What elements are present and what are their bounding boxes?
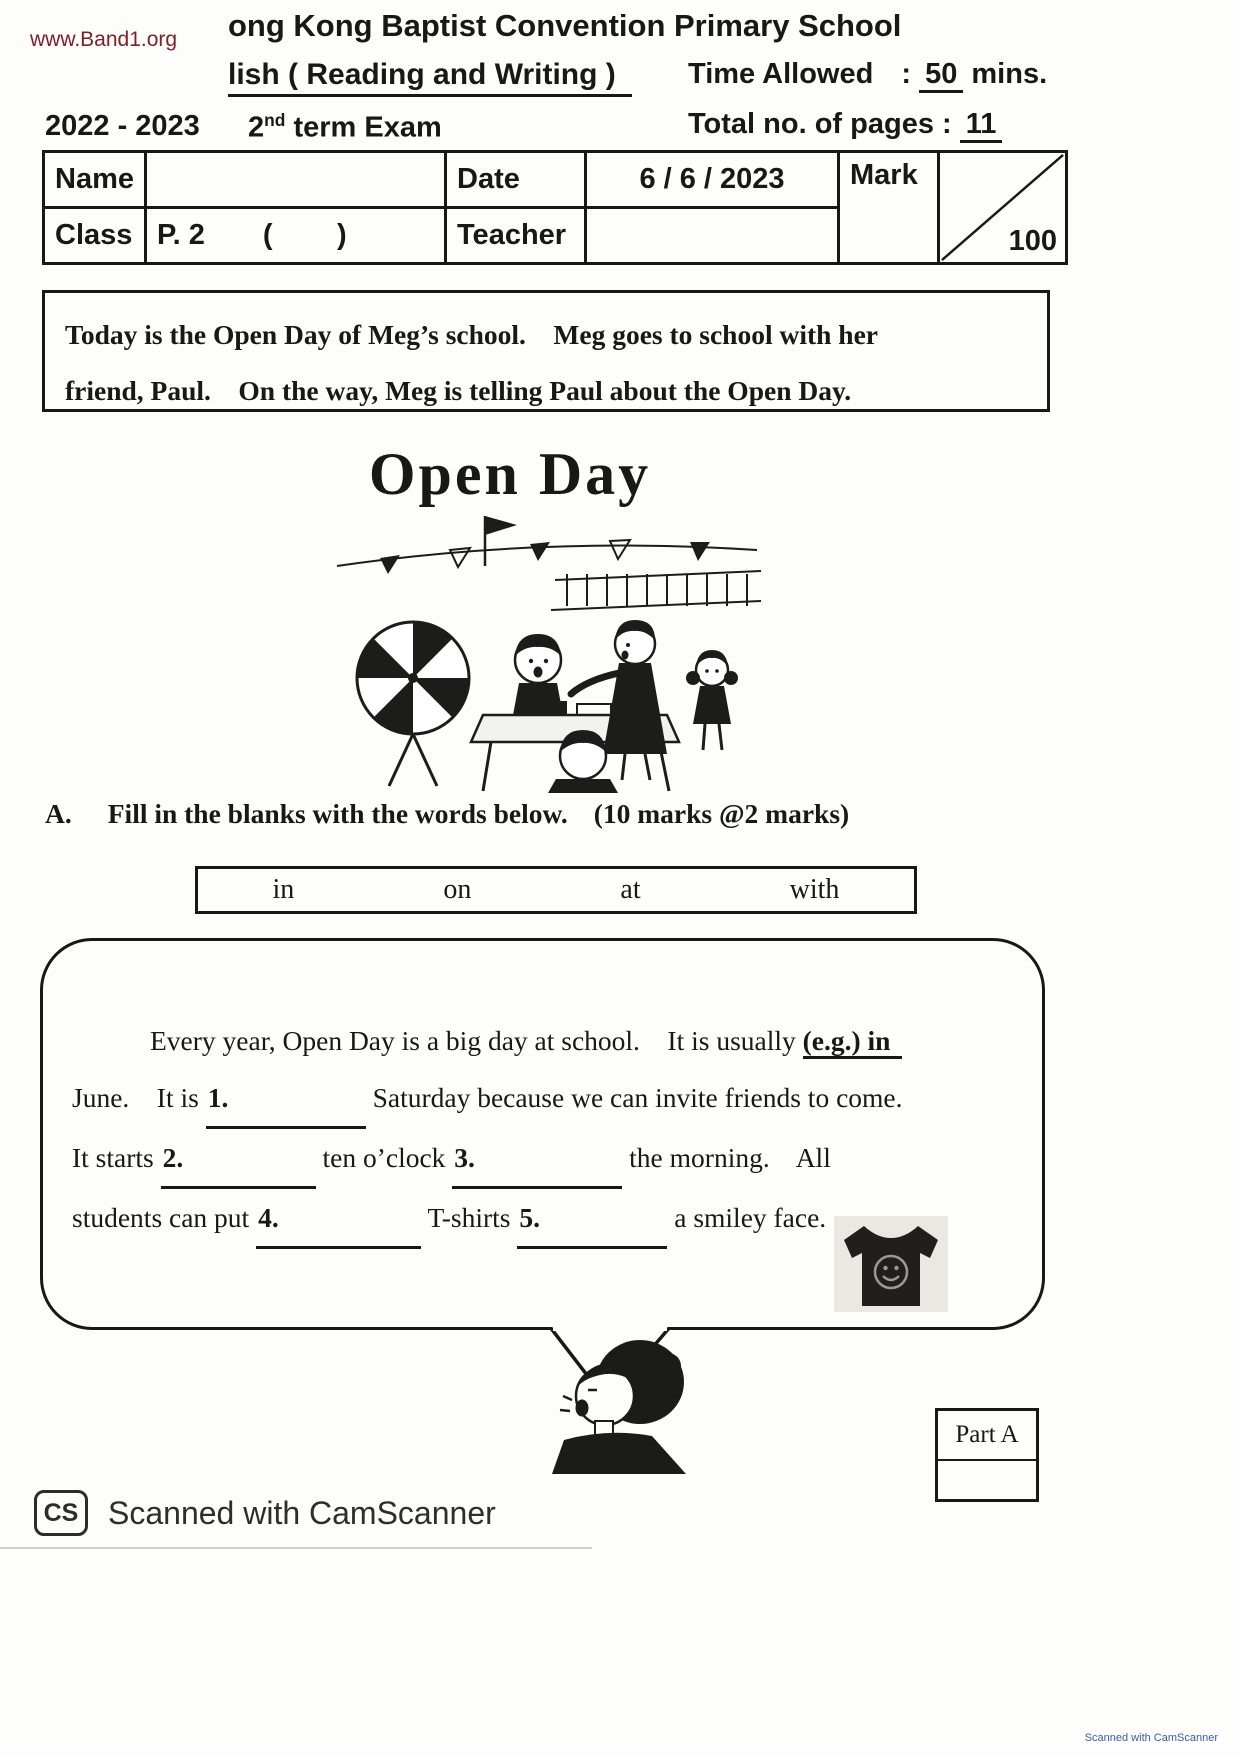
passage-line2 [72,1069,1022,1129]
time-allowed [688,58,1047,91]
camscanner-footer [34,1490,496,1536]
blank-3-number: 3. [454,1142,475,1173]
date-value: 6 / 6 / 2023 [586,152,839,208]
passage-text: Saturday because we can invite friends to come. [365,1082,903,1113]
word-bank-item: on [443,874,472,905]
blank-2-number: 2. [162,1142,184,1173]
boy-figure [513,634,563,715]
open-day-illustration [325,508,765,793]
class-label: Class [44,208,146,264]
teacher-label: Teacher [446,208,586,264]
date-label: Date [446,152,586,208]
passage-text: the morning. All [622,1142,831,1173]
word-bank-item: at [620,874,641,905]
intro-line2: friend, Paul. On the way, Meg is telling Paul about the Open Day. [65,375,852,406]
passage-text: a smiley face. [667,1202,827,1233]
time-allowed-label: Time Allowed [688,58,874,90]
blank-1-number: 1. [207,1082,229,1113]
passage-line1 [72,1012,1022,1069]
term-number: 2 [248,111,265,144]
section-a-marks: (10 marks @2 marks) [593,798,850,829]
passage-text: T-shirts [421,1202,518,1233]
part-a-label: Part A [938,1411,1036,1461]
band1-watermark: www.Band1.org [30,28,178,51]
word-bank-item: with [789,874,840,905]
name-label: Name [44,152,146,208]
pages-value: 11 [960,108,1003,143]
passage-text: students can put [72,1202,257,1233]
blank-5-number: 5. [519,1202,540,1233]
camscanner-watermark-small: Scanned with CamScanner [1084,1732,1218,1744]
passage-text: Every year, Open Day is a big day at school. It is usually [150,1025,803,1056]
class-paren: ( ) [262,219,347,251]
exam-subject: lish ( Reading and Writing ) [228,58,632,97]
term-rest: term Exam [293,111,442,144]
passage-text: ten o’clock [315,1142,453,1173]
time-unit: mins. [971,58,1048,90]
prize-wheel [357,622,469,786]
camscanner-text: Scanned with CamScanner [108,1494,496,1531]
school-year: 2022 - 2023 [45,110,200,142]
passage [72,1012,1022,1249]
word-bank-item: in [272,874,295,905]
mark-total: 100 [1008,225,1057,257]
info-table [42,150,1068,265]
total-pages [688,108,1002,141]
term-ordinal: nd [264,110,286,130]
school-name: ong Kong Baptist Convention Primary School [228,8,902,43]
camscanner-logo-icon: CS [34,1490,88,1536]
class-value: P. 2 [157,219,205,251]
part-a-box [935,1408,1039,1502]
time-value: 50 [919,58,963,93]
blank-1[interactable] [206,1069,366,1129]
tshirt-smiley-image [832,1216,950,1312]
word-bank [195,866,917,914]
scan-edge-line [0,1547,592,1549]
term-label [248,110,442,145]
blank-5[interactable] [517,1189,667,1249]
open-day-title: Open Day [368,441,652,507]
blank-4[interactable] [256,1189,421,1249]
passage-text: June. It is [72,1082,206,1113]
time-colon: : [901,58,911,90]
teacher-value[interactable] [586,208,839,264]
section-a-label: A. [45,798,72,829]
passage-text: It starts [72,1142,161,1173]
blank-3[interactable] [452,1129,622,1189]
pages-label: Total no. of pages : [688,108,952,140]
mark-label: Mark [839,152,939,264]
passage-line3 [72,1129,1022,1189]
section-a-instruction: Fill in the blanks with the words below. [107,798,568,829]
meg-speaker-figure [548,1336,698,1474]
blank-4-number: 4. [258,1202,279,1233]
blank-2[interactable] [161,1129,316,1189]
name-value[interactable] [146,152,446,208]
fence [551,571,761,610]
example-answer: (e.g.) in [803,1025,903,1059]
girl-figure [686,650,738,750]
section-a-heading [45,798,849,830]
intro-box [42,290,1050,412]
intro-line1: Today is the Open Day of Meg’s school. Meg goes to school with her [65,319,879,350]
class-value-cell [146,208,446,264]
mark-total-cell [939,152,1067,264]
